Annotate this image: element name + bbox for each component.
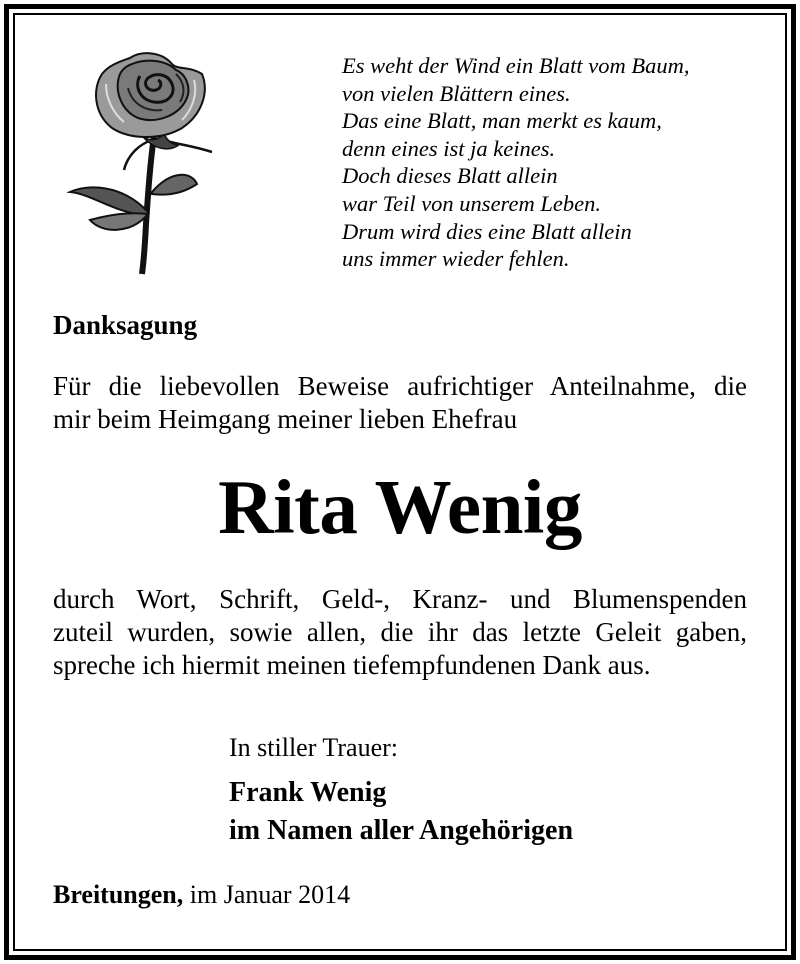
poem-line: Doch dieses Blatt allein xyxy=(342,163,558,189)
intro-line: mir beim Heimgang meiner lieben Ehefrau xyxy=(53,404,518,434)
rose-icon xyxy=(62,44,222,276)
signature-block xyxy=(229,774,573,850)
poem-line: Es weht der Wind ein Blatt vom Baum, xyxy=(342,53,690,78)
poem-line: von vielen Blättern eines. xyxy=(342,80,571,106)
place: Breitungen, xyxy=(53,880,184,909)
thanks-line: spreche ich hiermit meinen tiefempfundenen Dank aus. xyxy=(53,650,651,680)
intro-line: Für die liebevollen Beweise aufrichtiger Anteilnahme, die xyxy=(53,371,747,401)
heading: Danksagung xyxy=(53,310,198,340)
mourning-intro: In stiller Trauer: xyxy=(229,733,398,762)
signatory-name: Frank Wenig xyxy=(229,777,387,808)
deceased-name: Rita Wenig xyxy=(218,464,582,550)
poem-line: war Teil von unserem Leben. xyxy=(342,190,601,216)
poem-line: Das eine Blatt, man merkt es kaum, xyxy=(342,108,662,134)
signatory-note: im Namen aller Angehörigen xyxy=(229,815,574,846)
poem-line: uns immer wieder fehlen. xyxy=(342,246,570,272)
date: im Januar 2014 xyxy=(183,880,351,909)
poem-line: denn eines ist ja keines. xyxy=(342,135,556,161)
thanks-line: durch Wort, Schrift, Geld-, Kranz- und Blumenspenden xyxy=(53,584,747,614)
poem-line: Drum wird dies eine Blatt allein xyxy=(342,218,632,244)
place-date xyxy=(53,880,350,910)
thanks-paragraph xyxy=(53,583,747,682)
thanks-line: zuteil wurden, sowie allen, die ihr das letzte Geleit gaben, xyxy=(53,617,747,647)
intro-paragraph xyxy=(53,370,747,436)
poem xyxy=(342,52,689,273)
